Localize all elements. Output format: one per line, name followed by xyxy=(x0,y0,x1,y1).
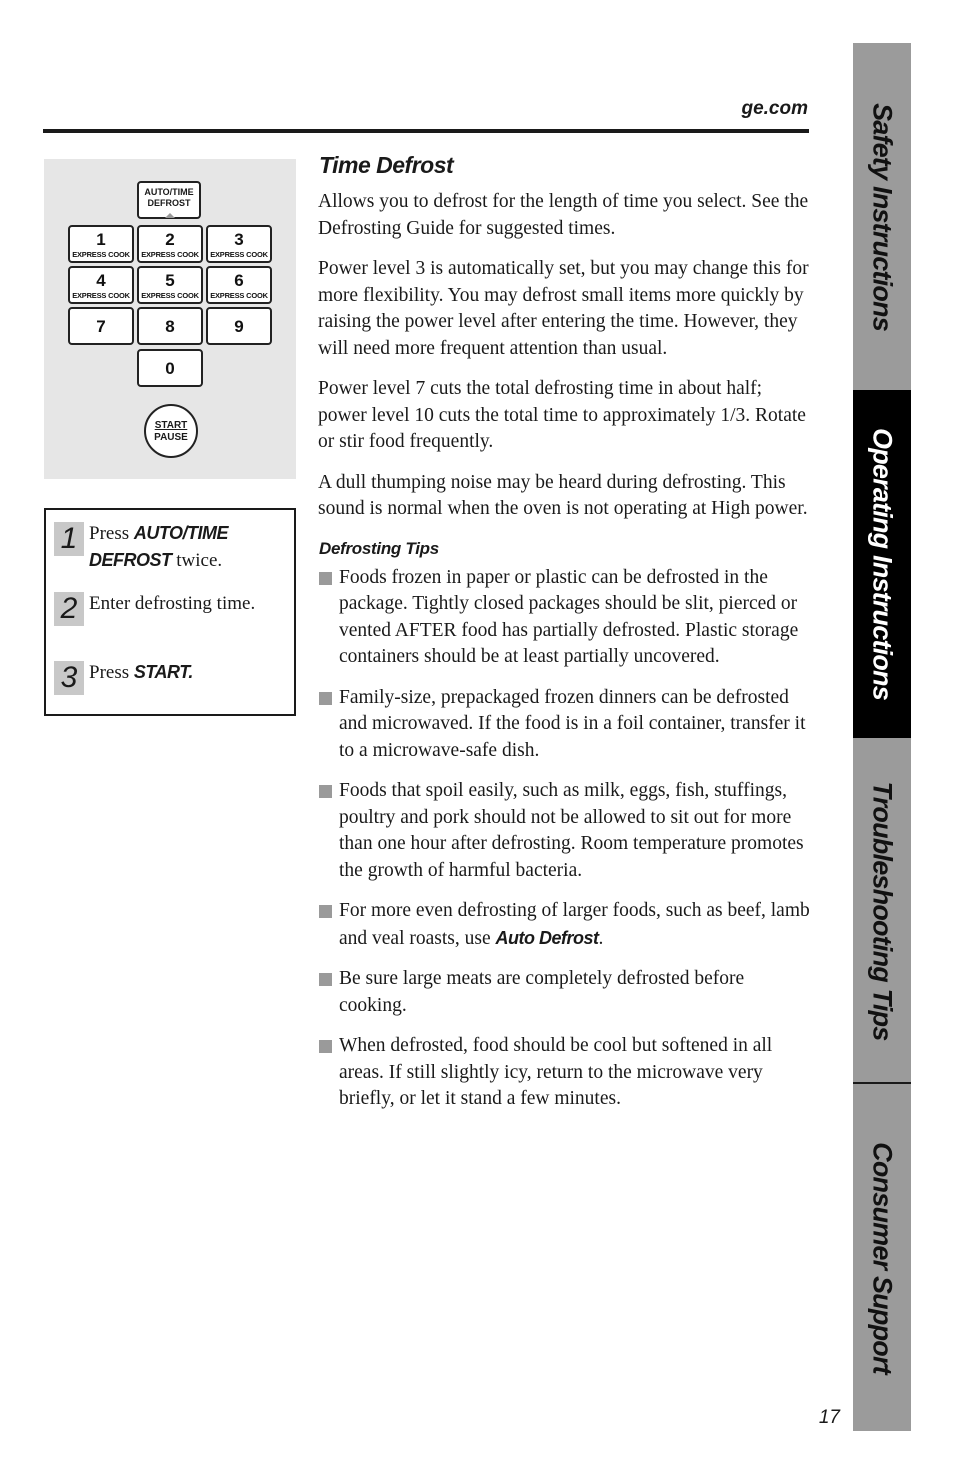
keypad-key-0 xyxy=(137,349,203,387)
key-number: 2 xyxy=(165,230,175,249)
key-number: 5 xyxy=(165,271,175,290)
key-number: 3 xyxy=(234,230,244,249)
keypad-key-4 xyxy=(68,266,134,304)
key-number: 0 xyxy=(165,359,175,378)
key-number: 8 xyxy=(165,317,175,336)
key-number: 9 xyxy=(234,317,244,336)
tip-text: For more even defrosting of larger foods, such as beef, lamb and veal roasts, use xyxy=(339,900,810,949)
key-sublabel: EXPRESS COOK xyxy=(141,291,199,300)
keypad-key-9 xyxy=(206,307,272,345)
tab-troubleshooting-tips[interactable] xyxy=(853,738,911,1083)
tab-label: Troubleshooting Tips xyxy=(867,781,898,1040)
tab-label: Safety Instructions xyxy=(867,102,898,331)
key-sublabel: EXPRESS COOK xyxy=(72,291,130,300)
step-text-plain: Press xyxy=(89,523,134,544)
bullet-square-icon xyxy=(319,692,332,705)
keypad-key-8 xyxy=(137,307,203,345)
bullet-square-icon xyxy=(319,572,332,585)
tip-item xyxy=(318,778,810,884)
tab-operating-instructions[interactable] xyxy=(853,390,911,738)
step-text-bold: AUTO/TIME DEFROST xyxy=(89,523,229,570)
step-text-bold: START. xyxy=(133,662,193,682)
tip-text: Family-size, prepackaged frozen dinners can be defrosted and microwaved. If the food is in a foil container, transfer it to a microwave-safe dish. xyxy=(339,686,806,761)
step-number: 3 xyxy=(54,661,84,695)
bullet-square-icon xyxy=(319,905,332,918)
step-number: 2 xyxy=(54,592,84,626)
keypad-illustration xyxy=(44,159,296,479)
tip-item xyxy=(318,685,810,765)
tip-text: Foods that spoil easily, such as milk, eggs, fish, stuffings, poultry and pork should not be allowed to sit out for more than one hour after defrosting. Room temperature promotes the growth of harmful bacteria. xyxy=(339,780,804,881)
header-rule xyxy=(43,129,809,133)
tips-heading: Defrosting Tips xyxy=(319,538,439,558)
tip-item xyxy=(318,1033,810,1113)
keypad-key-2 xyxy=(137,225,203,263)
bullet-square-icon xyxy=(319,973,332,986)
keypad-key-5 xyxy=(137,266,203,304)
tip-text: Be sure large meats are completely defrosted before cooking. xyxy=(339,968,745,1016)
tab-safety-instructions[interactable] xyxy=(853,43,911,390)
page-number: 17 xyxy=(818,1407,840,1428)
paragraph: Allows you to defrost for the length of time you select. See the Defrosting Guide for suggested times. xyxy=(318,191,809,239)
tab-label: Consumer Support xyxy=(867,1141,898,1374)
tip-text: Foods frozen in paper or plastic can be defrosted in the package. Tightly closed packages should be slit, pierced or vented AFTER food has partially defrosted. Plastic storage containers should be at least partially uncovered. xyxy=(339,566,799,667)
site-url[interactable]: ge.com xyxy=(741,98,808,119)
key-number: 7 xyxy=(96,317,106,336)
defrost-label: DEFROST xyxy=(147,198,191,208)
tip-item xyxy=(318,966,810,1019)
key-sublabel: EXPRESS COOK xyxy=(210,250,268,259)
step-3 xyxy=(54,659,290,699)
tip-item xyxy=(318,565,810,671)
key-sublabel: EXPRESS COOK xyxy=(210,291,268,300)
step-2 xyxy=(54,590,290,650)
key-sublabel: EXPRESS COOK xyxy=(141,250,199,259)
bullet-square-icon xyxy=(319,1040,332,1053)
step-text-plain: Press xyxy=(89,662,134,683)
step-text-plain: Enter defrosting time. xyxy=(89,593,256,614)
start-label: START xyxy=(154,420,188,431)
key-number: 6 xyxy=(234,271,244,290)
key-sublabel: EXPRESS COOK xyxy=(72,250,130,259)
tip-item xyxy=(318,898,810,952)
step-number: 1 xyxy=(54,522,84,556)
start-pause-key xyxy=(144,404,198,458)
step-text-plain: twice. xyxy=(171,550,223,571)
tab-label: Operating Instructions xyxy=(867,428,898,700)
keypad-key-3 xyxy=(206,225,272,263)
key-number: 1 xyxy=(96,230,106,249)
step-text xyxy=(89,520,289,574)
paragraph: Power level 3 is automatically set, but you may change this for more flexibility. You may defrost small items more quickly by raising the power level after entering the time. However, they will need more frequent attention than usual. xyxy=(318,258,809,359)
tip-text-bold: Auto Defrost xyxy=(495,927,599,948)
tip-text: . xyxy=(598,927,604,949)
keypad-key-7 xyxy=(68,307,134,345)
step-1 xyxy=(54,520,290,580)
paragraph: Power level 7 cuts the total defrosting time in about half; power level 10 cuts the total time to approximately 1/3. Rotate or stir food frequently. xyxy=(318,378,806,452)
tab-consumer-support[interactable] xyxy=(853,1084,911,1431)
keypad-key-6 xyxy=(206,266,272,304)
auto-time-defrost-key xyxy=(137,181,201,219)
section-title: Time Defrost xyxy=(319,152,454,178)
step-text xyxy=(89,659,289,686)
auto-time-label: AUTO/TIME xyxy=(144,187,194,197)
key-number: 4 xyxy=(96,271,106,290)
main-content xyxy=(318,152,810,1127)
indicator-triangle-icon xyxy=(165,213,175,218)
bullet-square-icon xyxy=(319,785,332,798)
paragraph: A dull thumping noise may be heard during defrosting. This sound is normal when the oven is not operating at High power. xyxy=(318,471,808,519)
tip-text: When defrosted, food should be cool but softened in all areas. If still slightly icy, return to the microwave very briefly, or let it stand a few minutes. xyxy=(339,1035,773,1109)
keypad-key-1 xyxy=(68,225,134,263)
pause-label: PAUSE xyxy=(154,432,188,443)
steps-box xyxy=(44,508,296,716)
step-text xyxy=(89,590,289,617)
